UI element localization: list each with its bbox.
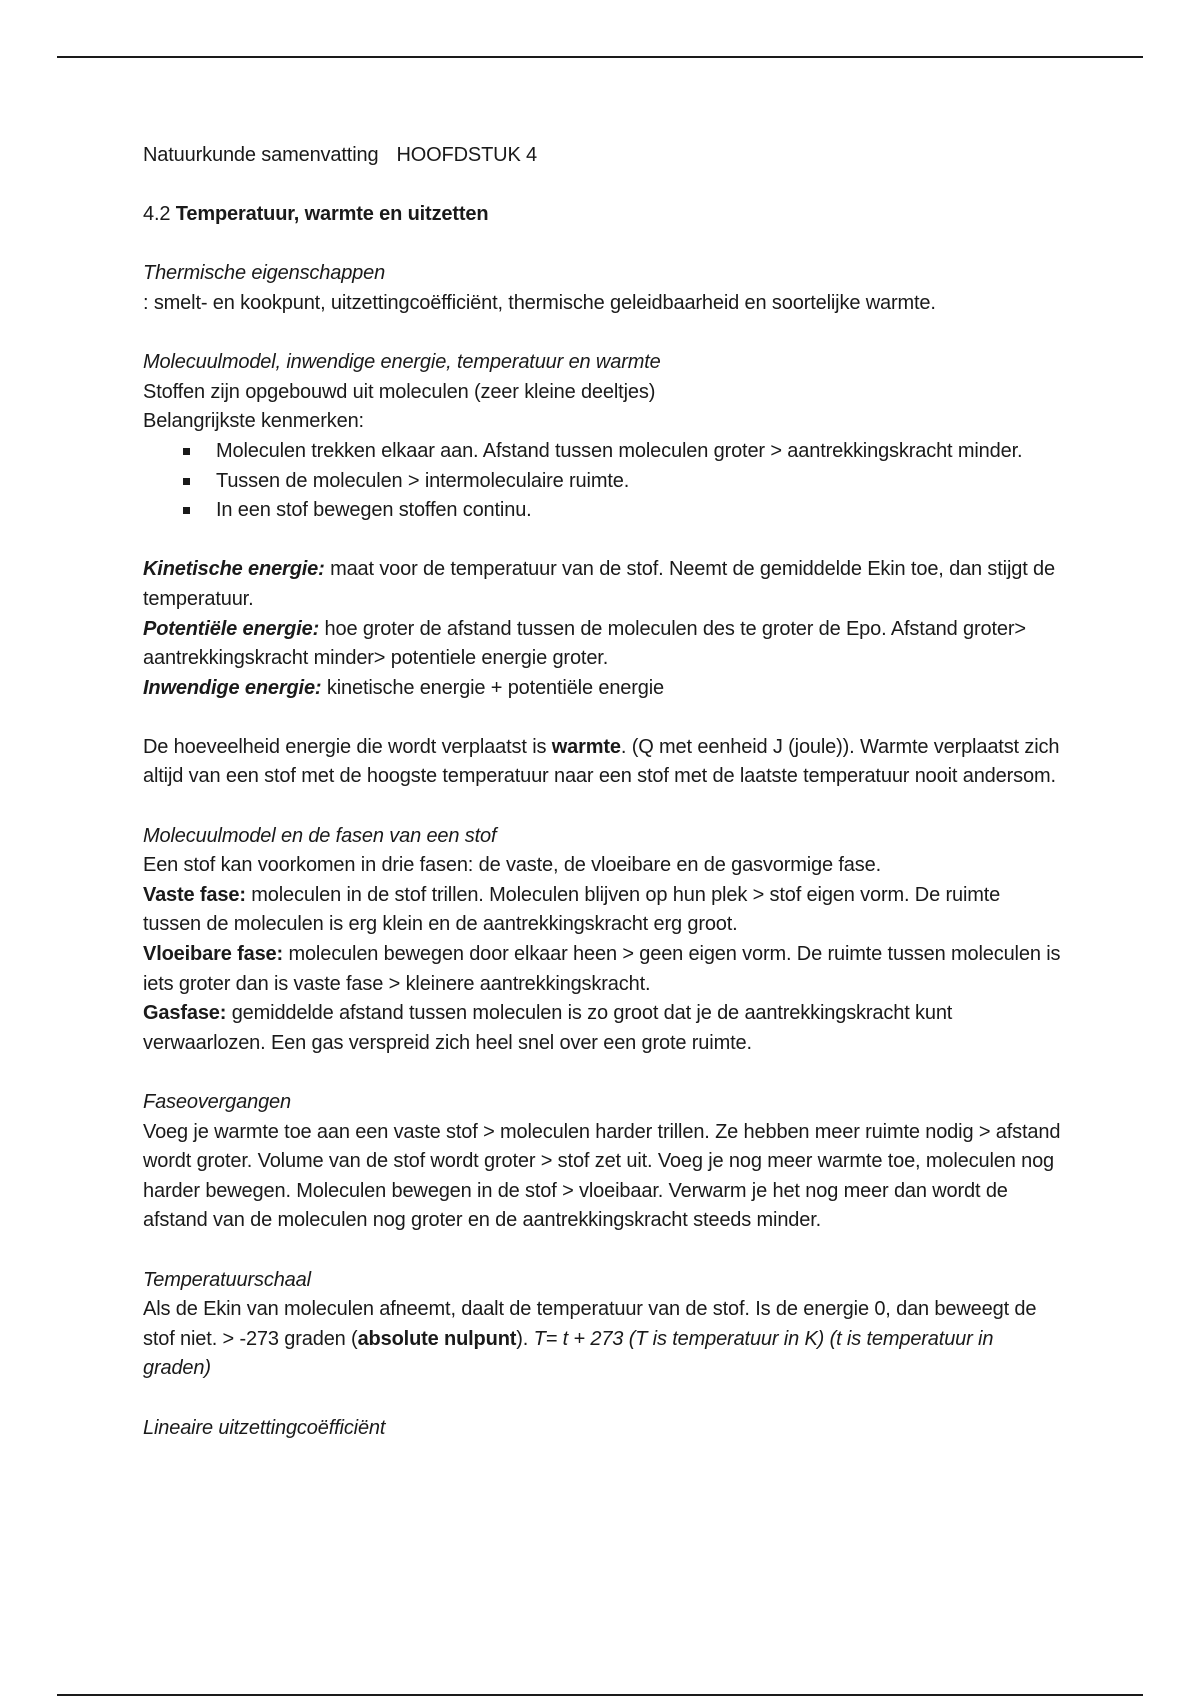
faseovergangen-heading: Faseovergangen <box>143 1091 292 1113</box>
vaste-fase-text: moleculen in de stof trillen. Moleculen blijven op hun plek > stof eigen vorm. De ruimte tussen de moleculen is erg klein en de aantrekkingskracht erg groot. <box>143 883 1001 936</box>
inwendige-label: Inwendige energie: <box>143 676 322 699</box>
kinetische-label: Kinetische energie: <box>143 558 325 581</box>
inwendige-text: kinetische energie + potentiële energie <box>321 676 665 699</box>
kinetische-text: maat voor de temperatuur van de stof. Neemt de gemiddelde Ekin toe, dan stijgt de temperatuur. <box>143 558 1056 610</box>
potentiele-label: Potentiële energie: <box>143 617 320 640</box>
list-item: Tussen de moleculen > intermoleculaire ruimte. <box>143 467 1063 497</box>
potentiele-text: hoe groter de afstand tussen de moleculen des te groter de Epo. Afstand groter> aantrekkingskracht minder> potentiele energie groter. <box>143 617 1026 670</box>
molecuulmodel-line-2: Belangrijkste kenmerken: <box>143 410 364 433</box>
gasfase-label: Gasfase: <box>143 1002 227 1025</box>
vloeibare-fase <box>143 940 1063 999</box>
temperatuur-formule: T= t + 273 (T is temperatuur in K) (t is temperatuur in graden) <box>143 1327 994 1380</box>
molecuulmodel-line-1: Stoffen zijn opgebouwd uit moleculen (zeer kleine deeltjes) <box>143 380 656 403</box>
document-body <box>143 141 1063 1443</box>
inwendige-energie <box>143 674 1063 704</box>
warmte-paragraph <box>143 733 1063 792</box>
section-title <box>143 200 1063 230</box>
header-rule <box>57 56 1143 58</box>
section-number: 4.2 <box>143 203 171 226</box>
warmte-before: De hoeveelheid energie die wordt verplaatst is <box>143 735 552 758</box>
header-chapter: HOOFDSTUK 4 <box>396 144 538 166</box>
faseovergangen-text: Voeg je warmte toe aan een vaste stof > moleculen harder trillen. Ze hebben meer ruimte nodig > afstand wordt groter. Volume van de stof wordt groter > stof zet uit. Voeg je nog meer warmte toe, moleculen nog harder bewegen. Moleculen bewegen in de stof > vloeibaar. Verwarm je het nog meer dan wordt de afstand van de moleculen nog groter en de aantrekkingskracht steeds minder. <box>143 1120 1061 1232</box>
gasfase <box>143 999 1063 1058</box>
warmte-after: . (Q met eenheid J (joule)). Warmte verplaatst zich altijd van een stof met de hoogste temperatuur naar een stof met de laatste temperatuur nooit andersom. <box>143 735 1060 788</box>
potentiele-energie <box>143 615 1063 674</box>
temperatuurschaal-before: Als de Ekin van moleculen afneemt, daalt de temperatuur van de stof. Is de energie 0, dan beweegt de stof niet. > -273 graden ( <box>143 1298 1037 1350</box>
document-header <box>143 141 1063 171</box>
header-subject: Natuurkunde samenvatting <box>143 144 379 166</box>
vaste-fase <box>143 881 1063 940</box>
section-title-text: Temperatuur, warmte en uitzetten <box>175 203 489 226</box>
absolute-nulpunt: absolute nulpunt <box>357 1327 517 1350</box>
footer-rule <box>57 1694 1143 1696</box>
thermische-text: : smelt- en kookpunt, uitzettingcoëfficiënt, thermische geleidbaarheid en soortelijke warmte. <box>143 291 936 314</box>
temperatuurschaal-middle: ). <box>516 1327 534 1350</box>
list-item: Moleculen trekken elkaar aan. Afstand tussen moleculen groter > aantrekkingskracht minder. <box>143 437 1063 467</box>
vaste-fase-label: Vaste fase: <box>143 883 246 906</box>
list-item: In een stof bewegen stoffen continu. <box>143 496 1063 526</box>
temperatuurschaal-heading: Temperatuurschaal <box>143 1268 311 1291</box>
thermische-heading: Thermische eigenschappen <box>143 262 386 285</box>
warmte-bold: warmte <box>551 735 621 758</box>
vloeibare-fase-label: Vloeibare fase: <box>143 943 284 966</box>
kinetische-energie <box>143 555 1063 614</box>
kenmerken-list <box>143 437 1063 526</box>
lineair-heading: Lineaire uitzettingcoëfficiënt <box>143 1416 386 1439</box>
gasfase-text: gemiddelde afstand tussen moleculen is zo groot dat je de aantrekkingskracht kunt verwaarlozen. Een gas verspreid zich heel snel over een grote ruimte. <box>143 1002 953 1054</box>
vloeibare-fase-text: moleculen bewegen door elkaar heen > geen eigen vorm. De ruimte tussen moleculen is iets groter dan is vaste fase > kleinere aantrekkingskracht. <box>143 943 1061 995</box>
temperatuurschaal-text <box>143 1295 1063 1384</box>
molecuulmodel-heading: Molecuulmodel, inwendige energie, temperatuur en warmte <box>143 351 661 374</box>
fasen-intro: Een stof kan voorkomen in drie fasen: de vaste, de vloeibare en de gasvormige fase. <box>143 854 881 877</box>
fasen-heading: Molecuulmodel en de fasen van een stof <box>143 824 497 847</box>
